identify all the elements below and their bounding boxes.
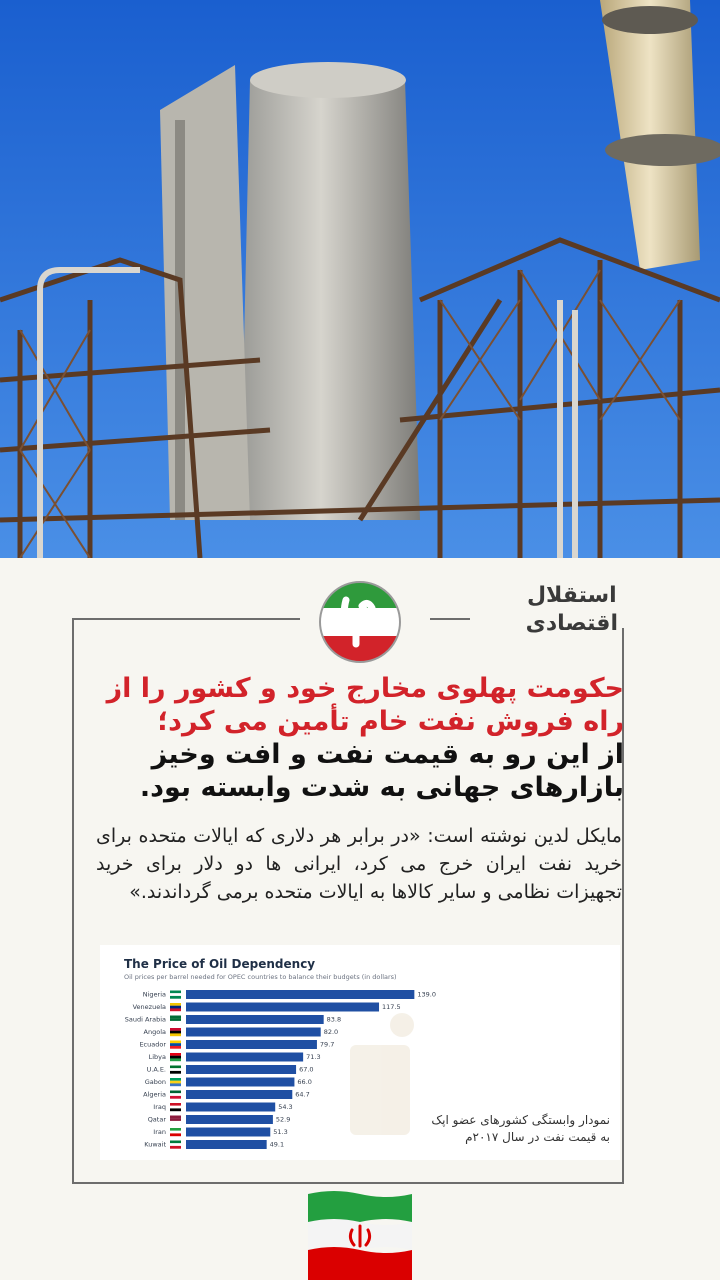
headline	[104, 672, 624, 804]
value-label: 117.5	[382, 1003, 401, 1011]
value-label: 79.7	[319, 1040, 335, 1049]
category-label: Libya	[148, 1053, 166, 1061]
iran-flag	[308, 1188, 412, 1280]
category-label: Algeria	[143, 1090, 166, 1099]
value-label: 139.0	[417, 990, 436, 999]
category-label: Angola	[143, 1028, 166, 1036]
category-label: Nigeria	[142, 990, 166, 999]
chart-subtitle: Oil prices per barrel needed for OPEC countries to balance their budgets (in dollars)	[124, 973, 397, 981]
category-label: Ecuador	[139, 1040, 166, 1049]
category-label: Saudi Arabia	[124, 1015, 166, 1024]
category-label: Gabon	[144, 1078, 166, 1086]
section-tag-line-2: اقتصادی	[525, 611, 618, 636]
category-label: Qatar	[147, 1115, 166, 1124]
chart-caption: نمودار وابستگی کشورهای عضو اپک به قیمت نفت در سال ۲۰۱۷م	[431, 1113, 610, 1144]
refinery-photo	[0, 0, 720, 558]
value-label: 51.3	[273, 1128, 288, 1136]
value-label: 83.8	[326, 1015, 342, 1024]
category-label: U.A.E.	[146, 1065, 166, 1074]
value-label: 67.0	[299, 1065, 314, 1074]
section-tag-line-1: استقلال	[526, 583, 617, 608]
iran-flag-icon	[170, 1128, 181, 1136]
category-label: Iraq	[153, 1103, 166, 1111]
gabon-flag-icon	[170, 1078, 181, 1086]
section-tag	[526, 582, 618, 638]
ecuador-flag-icon	[170, 1041, 181, 1049]
bar	[186, 1128, 270, 1137]
category-label: Iran	[153, 1128, 166, 1136]
bar	[186, 1040, 317, 1049]
quote-paragraph: مایکل لدین نوشته است: «در برابر هر دلاری که ایالات متحده برای خرید نفت ایران خرج می کرد، ایرانی ها دو دلار برای خرید تجهیزات نظامی و سایر کالاها به ایالات متحده برمی گرداندند.»	[96, 825, 622, 903]
category-label: Venezuela	[132, 1003, 166, 1011]
bar	[186, 1078, 294, 1087]
headline-black: از این رو به قیمت نفت و افت وخیز بازارهای جهانی به شدت وابسته بود.	[139, 739, 624, 803]
qatar-flag-icon	[170, 1116, 181, 1124]
uae-flag-icon	[170, 1066, 181, 1074]
value-label: 82.0	[323, 1028, 339, 1036]
saudi-arabia-flag-icon	[170, 1016, 181, 1024]
bar	[186, 1140, 267, 1149]
value-label: 54.3	[278, 1103, 293, 1111]
bar	[186, 990, 414, 999]
headline-red: حکومت پهلوی مخارج خود و کشور را از راه فروش نفت خام تأمین می کرد؛	[106, 673, 624, 737]
nigeria-flag-icon	[170, 991, 181, 999]
value-label: 52.9	[275, 1115, 291, 1124]
category-label: Kuwait	[144, 1140, 166, 1149]
bar	[186, 1065, 296, 1074]
bar	[186, 1053, 303, 1062]
iraq-flag-icon	[170, 1103, 181, 1111]
bar	[186, 1015, 324, 1024]
value-label: 49.1	[269, 1140, 285, 1149]
value-label: 64.7	[295, 1090, 310, 1099]
bar	[186, 1028, 321, 1037]
oil-barrel-watermark-icon	[350, 1013, 414, 1135]
libya-flag-icon	[170, 1053, 181, 1061]
venezuela-flag-icon	[170, 1003, 181, 1011]
bar	[186, 1090, 292, 1099]
chart-title: The Price of Oil Dependency	[124, 957, 316, 971]
algeria-flag-icon	[170, 1091, 181, 1099]
bar	[186, 1103, 275, 1112]
angola-flag-icon	[170, 1028, 181, 1036]
value-label: 66.0	[297, 1078, 312, 1086]
kuwait-flag-icon	[170, 1141, 181, 1149]
bar	[186, 1003, 379, 1012]
bar	[186, 1115, 273, 1124]
value-label: 71.3	[306, 1053, 321, 1061]
program-logo	[316, 578, 404, 666]
